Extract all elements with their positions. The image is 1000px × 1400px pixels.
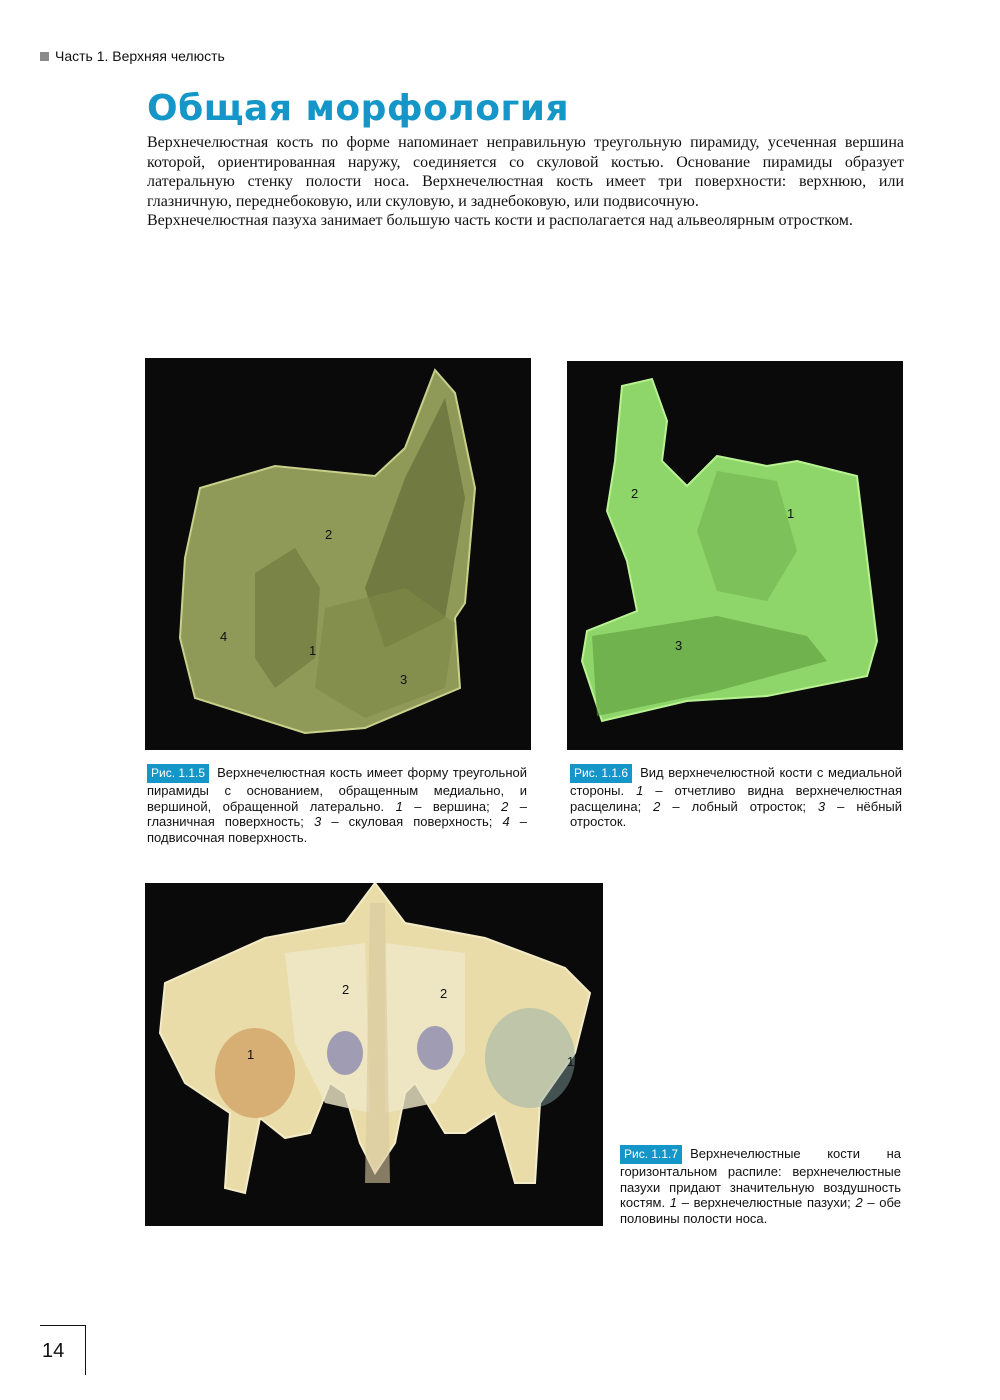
legend-text: – скуловая поверхность; (321, 814, 503, 829)
figure-label: 1 (567, 1054, 575, 1069)
legend-text: – вершина; (402, 798, 502, 814)
legend-num: 1 (636, 783, 644, 798)
figure-label: 2 (440, 986, 448, 1001)
intro-paragraph-1: Верхнечелюстная кость по форме напоминает неправильную треугольную пирамиду, усеченная вершина которой, ориентированная наружу, соединяется со скуловой костью. Основание пирамиды образует латеральную стенку полости носа. Верхнечелюстная кость имеет три поверхности: верхнюю, или глазничную, переднебоковую, или скуловую, и заднебоковую, или подвисочную. (147, 134, 904, 210)
intro-paragraph-2: Верхнечелюстная пазуха занимает большую часть кости и располагается над альвеолярным отростком. (147, 212, 853, 229)
caption-text: Верхнечелюстная кость имеет форму треугольной пирамиды с основанием, обращенным медиально, и вершиной, обращенной латерально. (147, 765, 527, 814)
legend-num: 4 (502, 814, 510, 829)
running-header (40, 48, 225, 64)
legend-num: 2 (501, 798, 509, 814)
legend-text: – обе половины полости носа. (620, 1195, 902, 1226)
legend-num: 3 (817, 798, 826, 814)
legend-text: – нёбный отросток. (570, 798, 902, 829)
legend-num: 3 (314, 814, 322, 829)
caption-text: Верхнечелюстные кости на горизонтальном распиле: верхнечелюстные пазухи придают значительную воздушность костям. (620, 1146, 901, 1210)
intro-text (147, 133, 904, 231)
caption-text: Вид верхнечелюстной кости с медиальной стороны. (570, 765, 902, 798)
figure-badge: Рис. 1.1.7 (620, 1145, 682, 1164)
legend-num: 1 (395, 798, 403, 814)
figure-label: 4 (220, 629, 228, 644)
legend-text: – подвисочная поверхность. (147, 814, 528, 845)
figure-1-1-6-caption (570, 764, 902, 830)
figure-label: 1 (247, 1047, 255, 1062)
legend-num: 2 (653, 798, 661, 814)
figure-1-1-5-caption (147, 764, 527, 845)
page-number: 14 (40, 1325, 86, 1375)
figure-1-1-5-image (145, 358, 531, 750)
square-bullet-icon (40, 52, 49, 61)
page-title: Общая морфология (147, 88, 570, 129)
figure-1-1-7-caption (620, 1145, 901, 1226)
figure-badge: Рис. 1.1.5 (147, 764, 209, 783)
figure-label: 2 (631, 486, 639, 501)
figure-1-1-7-image (145, 883, 603, 1226)
legend-text: – верхнечелюстные пазухи; (677, 1195, 856, 1210)
figure-label: 1 (309, 643, 317, 658)
legend-num: 2 (855, 1195, 863, 1210)
figure-1-1-6-image (567, 361, 903, 750)
legend-text: – глазничная поверхность; (147, 798, 527, 829)
legend-text: – отчетливо видна верхнечелюстная расщелина; (570, 783, 902, 814)
figure-label: 3 (675, 638, 683, 653)
figure-label: 3 (400, 672, 408, 687)
section-label: Часть 1. Верхняя челюсть (55, 48, 225, 64)
figure-label: 2 (325, 527, 333, 542)
figure-label: 2 (342, 982, 350, 997)
legend-text: – лобный отросток; (660, 798, 818, 814)
legend-num: 1 (669, 1195, 678, 1210)
figure-badge: Рис. 1.1.6 (570, 764, 632, 783)
figure-label: 1 (787, 506, 795, 521)
